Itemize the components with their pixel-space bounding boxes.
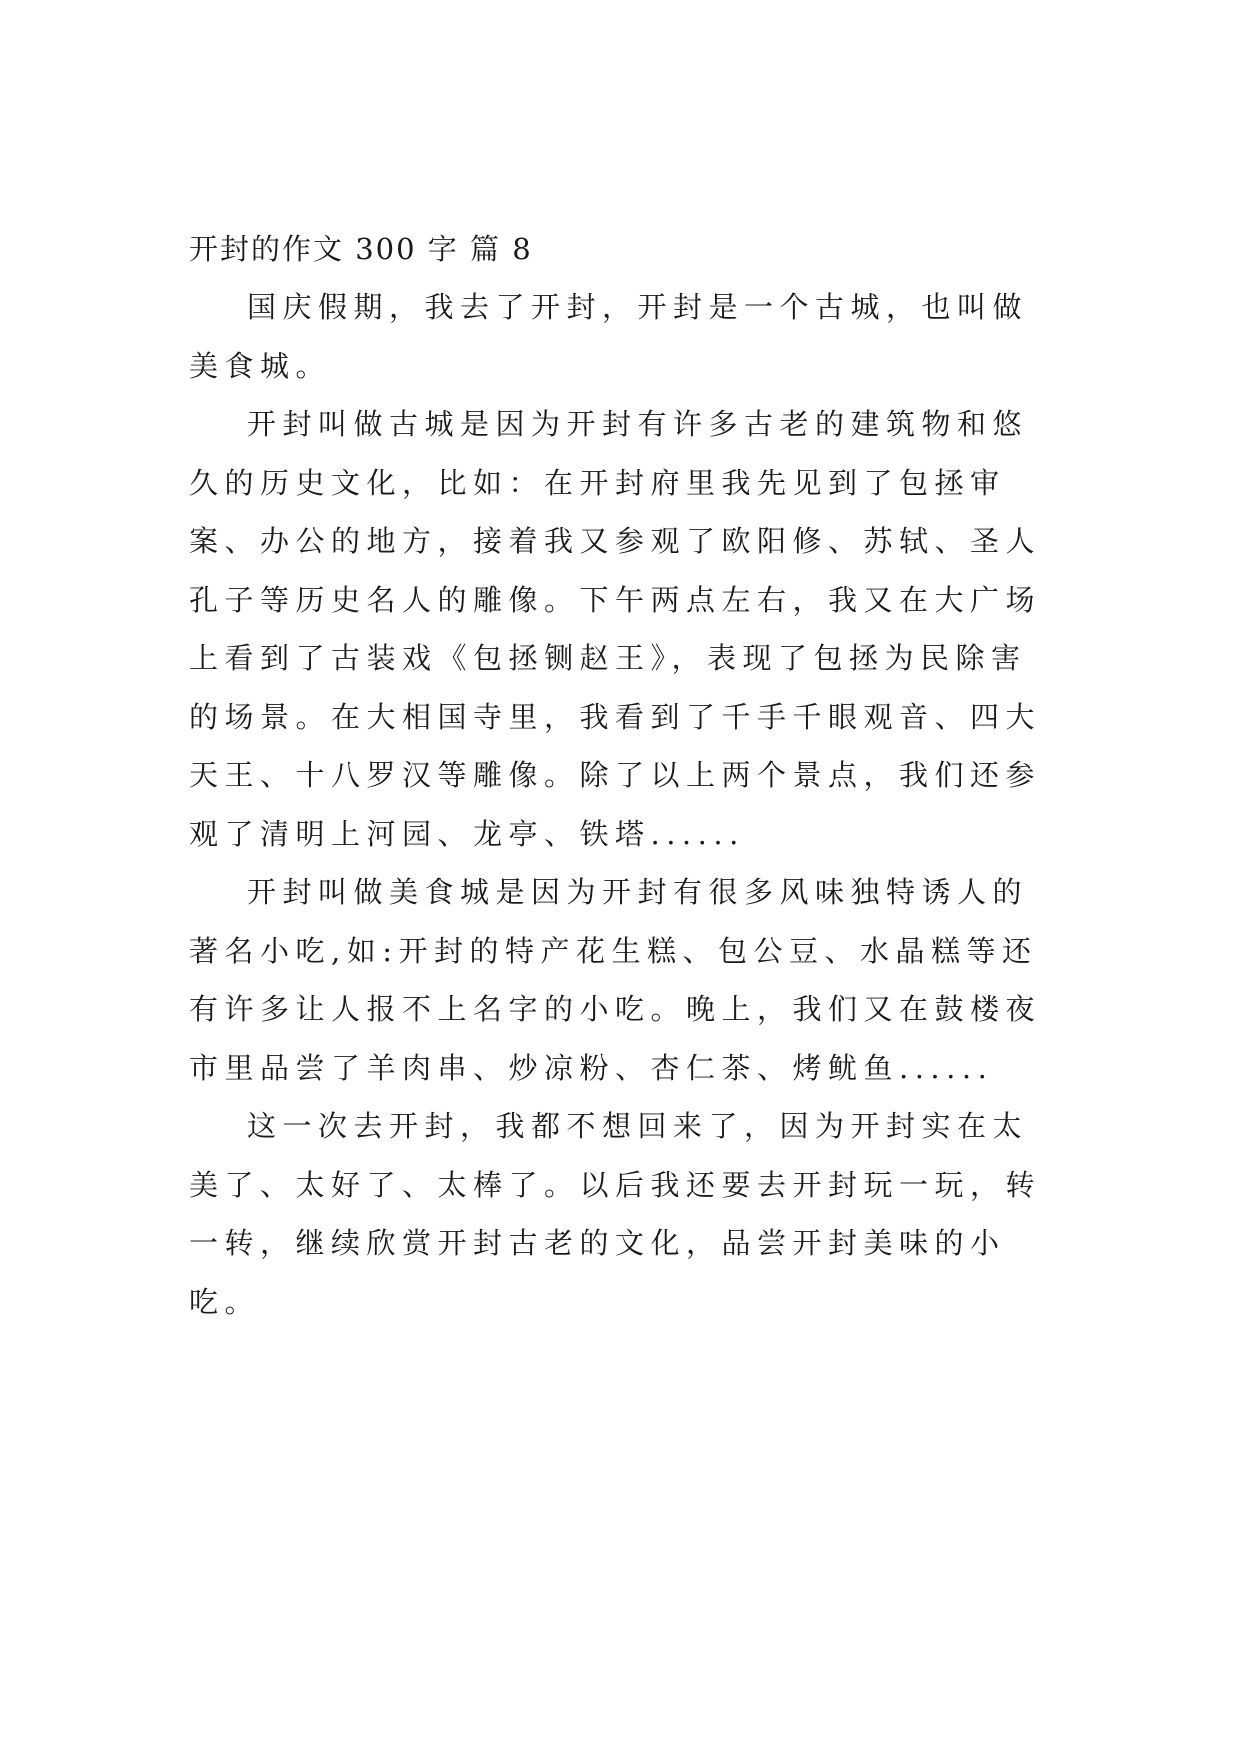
paragraph-ancient-city: 开封叫做古城是因为开封有许多古老的建筑物和悠久的历史文化，比如：在开封府里我先见到了包拯审案、办公的地方，接着我又参观了欧阳修、苏轼、圣人孔子等历史名人的雕像。下午两点左右，我又在大广场上看到了古装戏《包拯铡赵王》，表现了包拯为民除害的场景。在大相国寺里，我看到了千手千眼观音、四大天王、十八罗汉等雕像。除了以上两个景点，我们还参观了清明上河园、龙亭、铁塔...... — [189, 407, 1042, 851]
document-body — [189, 220, 1049, 1331]
paragraph-food-city: 开封叫做美食城是因为开封有很多风味独特诱人的著名小吃,如:开封的特产花生糕、包公豆、水晶糕等还有许多让人报不上名字的小吃。晚上，我们又在鼓楼夜市里品尝了羊肉串、炒凉粉、杏仁茶、烤鱿鱼...... — [189, 875, 1042, 1085]
document-title: 开封的作文 300 字 篇 8 — [189, 232, 533, 266]
paragraph-conclusion: 这一次去开封，我都不想回来了，因为开封实在太美了、太好了、太棒了。以后我还要去开封玩一玩，转一转，继续欣赏开封古老的文化，品尝开封美味的小吃。 — [189, 1109, 1042, 1319]
paragraph-intro: 国庆假期，我去了开封，开封是一个古城，也叫做美食城。 — [189, 290, 1029, 383]
